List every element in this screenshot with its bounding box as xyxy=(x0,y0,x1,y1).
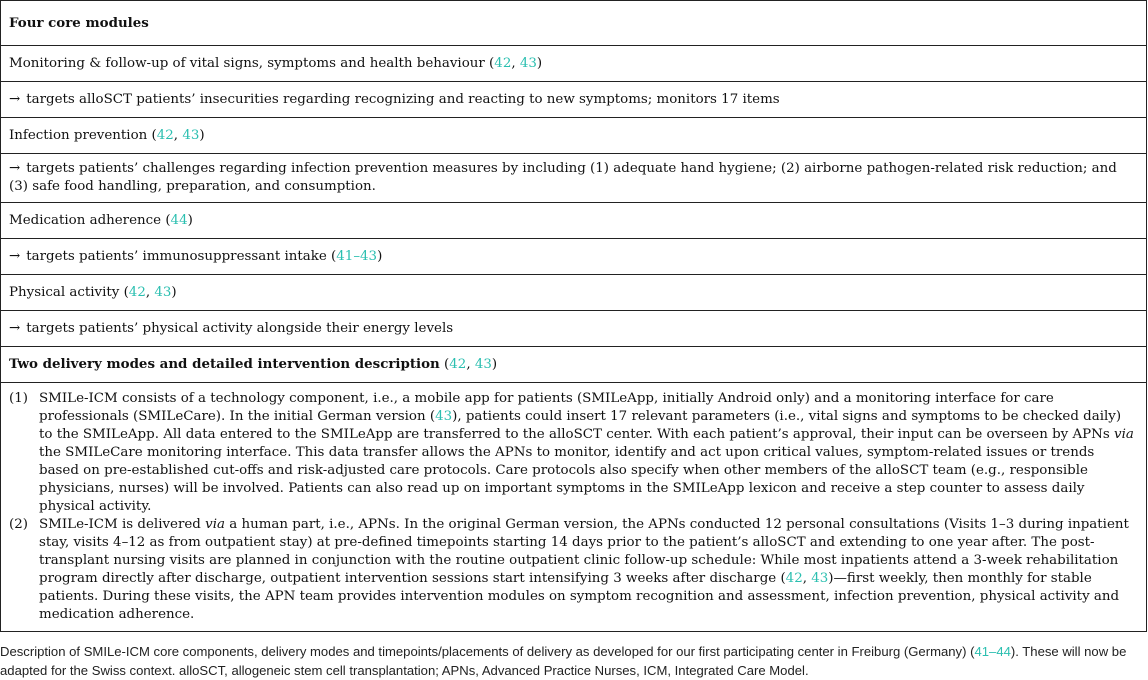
module-description-row xyxy=(1,82,1147,118)
table-header-row xyxy=(1,1,1147,46)
citation-link[interactable]: 42 xyxy=(494,55,512,71)
citation-link[interactable]: 42 xyxy=(785,571,803,586)
module-title-medication: Medication adherence (44) xyxy=(1,203,1147,239)
citation-link[interactable]: 42 xyxy=(156,127,174,143)
delivery-list xyxy=(9,390,1138,624)
table-caption: Description of SMILe-ICM core components, delivery modes and timepoints/placements of delivery as developed for our first participating center in Freiburg (Germany) (41–44). These will now be adapted for the Swiss context. alloSCT, allogeneic stem cell transplantation; APNs, Advanced Practice Nurses, ICM, Integrated Care Model. xyxy=(0,644,1127,678)
citation-link[interactable]: 43 xyxy=(811,571,829,586)
module-title-physical: Physical activity (42, 43) xyxy=(1,275,1147,311)
module-title-row xyxy=(1,118,1147,154)
citation-link[interactable]: 43 xyxy=(474,357,492,372)
arrow-icon: → xyxy=(9,91,21,107)
delivery-item-2: (2) SMILe-ICM is delivered via a human part, i.e., APNs. In the original German version, the APNs conducted 12 personal consultations (Visits 1–3 during inpatient stay, visits 4–12 as from outpatient stay) at pre-defined timepoints starting 14 days prior to the patient’s alloSCT and extending to one year after. The post-transplant nursing visits are planned in conjunction with the routine outpatient clinic follow-up schedule: While most inpatients attend a 3-week rehabilitation program directly after discharge, outpatient intervention sessions start intensifying 3 weeks after discharge (42, 43)—first weekly, then monthly for stable patients. During these visits, the APN team provides intervention modules on symptom recognition and assessment, infection prevention, physical activity and medication adherence. xyxy=(9,517,1129,622)
delivery-list-cell xyxy=(1,383,1147,632)
module-desc-medication: → targets patients’ immunosuppressant intake (41–43) xyxy=(1,239,1147,275)
module-title-monitoring: Monitoring & follow-up of vital signs, symptoms and health behaviour (42, 43) xyxy=(1,46,1147,82)
header-delivery-modes: Two delivery modes and detailed intervention description (42, 43) xyxy=(1,347,1147,383)
module-title-row xyxy=(1,275,1147,311)
citation-link[interactable]: 41–43 xyxy=(336,248,378,264)
delivery-item-1: (1) SMILe-ICM consists of a technology component, i.e., a mobile app for patients (SMILeApp, initially Android only) and a monitoring interface for care professionals (SMILeCare). In the initial German version (43), patients could insert 17 relevant parameters (i.e., vital signs and symptoms to be checked daily) to the SMILeApp. All data entered to the SMILeApp are transferred to the alloSCT center. With each patient’s approval, their input can be overseen by APNs via the SMILeCare monitoring interface. This data transfer allows the APNs to monitor, identify and act upon critical values, symptom-related issues or trends based on pre-established cut-offs and risk-adjusted care protocols. Care protocols also specify when other members of the alloSCT team (e.g., responsible physicians, nurses) will be involved. Patients can also read up on important symptoms in the SMILeApp lexicon and receive a step counter to assess daily physical activity. xyxy=(9,391,1134,514)
list-number: (2) xyxy=(9,517,28,532)
delivery-list-row xyxy=(1,383,1147,632)
arrow-icon: → xyxy=(9,320,21,336)
citation-link[interactable]: 43 xyxy=(182,127,200,143)
citation-link[interactable]: 43 xyxy=(154,284,172,300)
list-number: (1) xyxy=(9,391,28,406)
module-description-row xyxy=(1,239,1147,275)
arrow-icon: → xyxy=(9,248,21,264)
arrow-icon: → xyxy=(9,161,21,176)
module-desc-physical: → targets patients’ physical activity alongside their energy levels xyxy=(1,311,1147,347)
citation-link[interactable]: 42 xyxy=(128,284,146,300)
delivery-header-row xyxy=(1,347,1147,383)
citation-link[interactable]: 41–44 xyxy=(974,644,1011,659)
module-title-row xyxy=(1,46,1147,82)
citation-link[interactable]: 43 xyxy=(435,409,453,424)
module-desc-infection: → targets patients’ challenges regarding infection prevention measures by including (1) adequate hand hygiene; (2) airborne pathogen-related risk reduction; and (3) safe food handling, preparation, and consumption. xyxy=(1,154,1147,203)
module-description-row xyxy=(1,154,1147,203)
module-desc-monitoring: → targets alloSCT patients’ insecurities regarding recognizing and reacting to new symptoms; monitors 17 items xyxy=(1,82,1147,118)
header-four-core-modules: Four core modules xyxy=(1,1,1147,46)
citation-link[interactable]: 43 xyxy=(519,55,537,71)
citation-link[interactable]: 44 xyxy=(170,212,188,228)
citation-link[interactable]: 42 xyxy=(449,357,467,372)
module-title-infection: Infection prevention (42, 43) xyxy=(1,118,1147,154)
module-description-row xyxy=(1,311,1147,347)
module-title-row xyxy=(1,203,1147,239)
